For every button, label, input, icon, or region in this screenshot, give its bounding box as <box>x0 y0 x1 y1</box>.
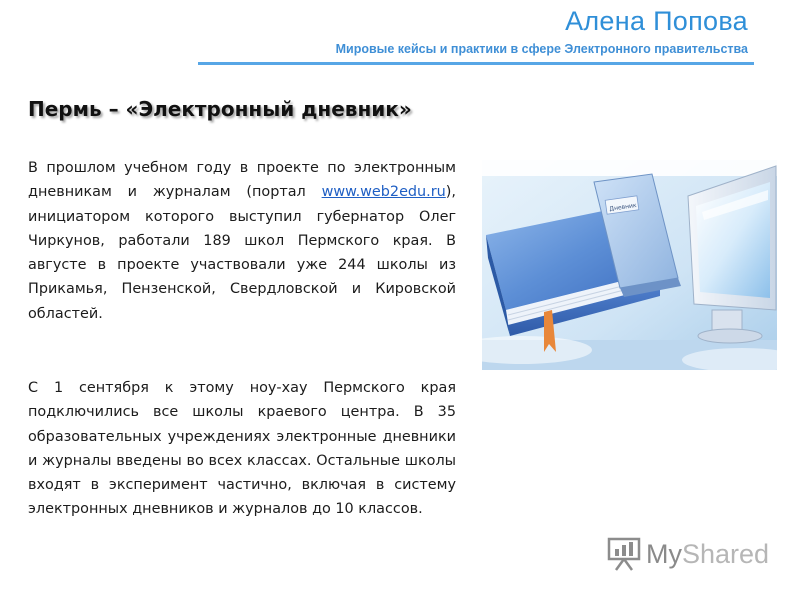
diary-label: Дневник <box>608 202 637 213</box>
e-diary-illustration <box>482 160 777 370</box>
header-divider <box>198 62 754 65</box>
watermark-brand <box>646 539 769 570</box>
watermark-brand-my: My <box>646 538 682 569</box>
header-subtitle: Мировые кейсы и практики в сфере Электронного правительства <box>335 42 748 56</box>
paragraph-1-start: В прошлом учебном году в проекте по электронным дневникам и журналам (портал <box>28 160 456 201</box>
slide-title: Пермь – «Электронный дневник» <box>28 97 412 121</box>
paragraph-1-end: ), инициатором которого выступил губернатор Олег Чиркунов, работали 189 школ Пермского края. В августе в проекте участвовали уже 244 школы из Прикамья, Пензенской, Свердловской и Кировской областей. <box>28 184 456 322</box>
presentation-board-icon <box>606 536 642 572</box>
paragraph-2: С 1 сентября к этому ноу-хау Пермского края подключились все школы краевого центра. В 35 образовательных учреждениях электронные дневники и журналы введены во всех классах. Остальные школы входят в эксперимент частично, включая в систему электронных дневников и журналов до 10 классов. <box>28 380 456 518</box>
author-name: Алена Попова <box>565 6 748 36</box>
watermark-brand-shared: Shared <box>682 538 770 569</box>
portal-link[interactable]: www.web2edu.ru <box>321 184 446 201</box>
myshared-watermark <box>606 534 769 574</box>
paragraph-1 <box>28 156 456 326</box>
